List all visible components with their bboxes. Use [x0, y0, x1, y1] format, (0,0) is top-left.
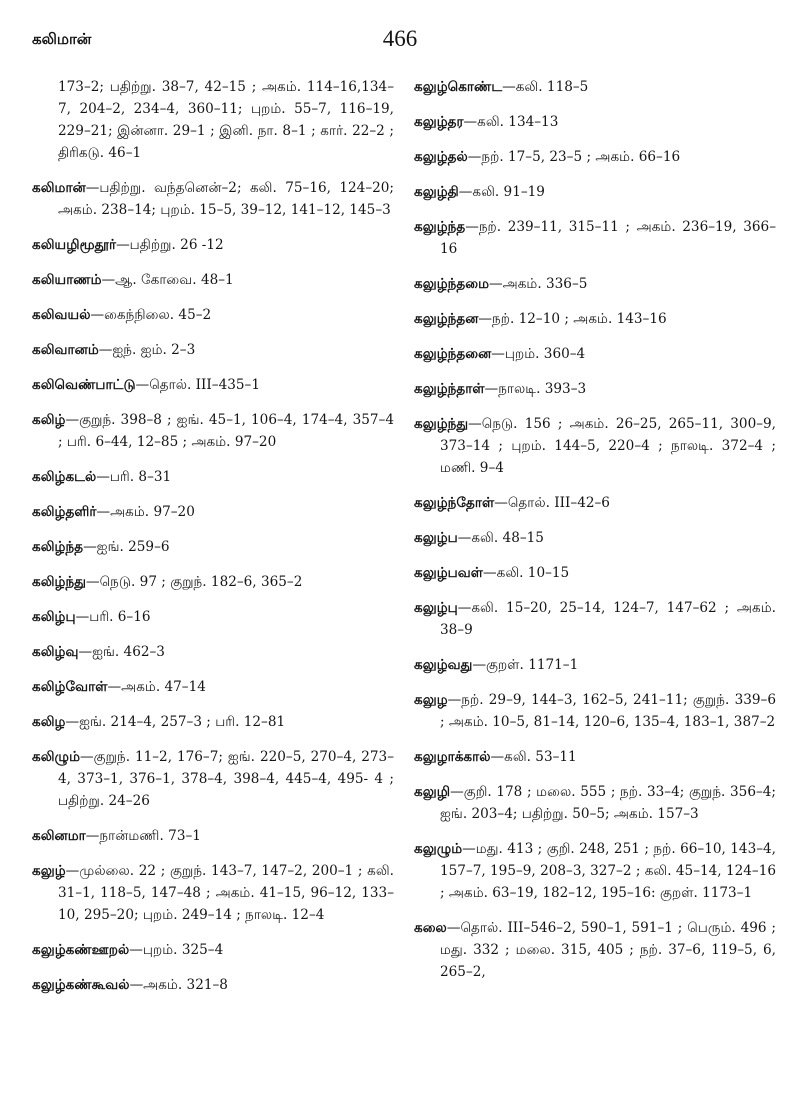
index-entry [32, 860, 394, 926]
index-entry [414, 689, 776, 733]
entry-references: —புறம். 325–4 [129, 942, 224, 958]
entry-references: —கைந்நிலை. 45–2 [90, 307, 212, 323]
entry-references: —குறுந். 398–8 ; ஐங். 45–1, 106–4, 174–4, 357–4 ; பரி. 6–44, 12–85 ; அகம். 97–20 [58, 412, 394, 450]
entry-references: —நான்மணி. 73–1 [85, 828, 201, 844]
index-entry [32, 269, 394, 291]
entry-headword: கலிவெண்பாட்டு [32, 377, 136, 393]
entry-headword: கலுழ்தி [414, 184, 459, 200]
index-entry [414, 562, 776, 584]
entry-headword: கலுழ்கண்ஊறல் [32, 942, 130, 958]
entry-headword: கலிழ்தளிர் [32, 504, 97, 520]
entry-references: —நாலடி. 393–3 [484, 381, 587, 397]
index-entry [32, 374, 394, 396]
entry-references: —தொல். III–546–2, 590–1, 591–1 ; பெரும். 496 ; மது. 332 ; மலை. 315, 405 ; நற். 37–6, 119–5, 6, 265–2, [440, 920, 776, 980]
entry-references: —கலி. 10–15 [483, 565, 570, 581]
index-entry [414, 492, 776, 514]
entry-references: —ஐங். 462–3 [78, 644, 165, 660]
entry-references: —ஐந். ஐம். 2–3 [98, 342, 196, 358]
index-entry [32, 676, 394, 698]
left-column [32, 76, 394, 1086]
entry-references: —பரி. 6–16 [75, 609, 151, 625]
index-entry [414, 654, 776, 676]
index-entry [414, 273, 776, 295]
index-entry [32, 76, 394, 164]
entry-headword: கலுழ்ந்தாள் [414, 381, 485, 397]
index-entry [414, 413, 776, 479]
index-entry [414, 343, 776, 365]
entry-references: —கலி. 53–11 [490, 749, 577, 765]
index-entry [414, 146, 776, 168]
entry-references: 173–2; பதிற்று. 38–7, 42–15 ; அகம். 114–16,134–7, 204–2, 234–4, 360–11; புறம். 55–7, 116–19, 229–21; இன்னா. 29–1 ; இனி. நா. 8–1 ; கார். 22–2 ; திரிகடு. 46–1 [58, 79, 394, 161]
entry-references: —ஐங். 214–4, 257–3 ; பரி. 12–81 [65, 714, 286, 730]
entry-references: —புறம். 360–4 [491, 346, 586, 362]
entry-headword: கலுழாக்கால் [414, 749, 491, 765]
entry-references: —அகம். 47–14 [107, 679, 206, 695]
index-entry [32, 641, 394, 663]
index-entry [414, 181, 776, 203]
entry-headword: கலிமான் [32, 180, 86, 196]
entry-headword: கலிழ்ந்த [32, 539, 84, 555]
entry-references: —நெடு. 156 ; அகம். 26–25, 265–11, 300–9, 373–14 ; புறம். 144–5, 220–4 ; நாலடி. 372–4 ; மணி. 9–4 [440, 416, 776, 476]
entry-headword: கலுழ்வது [414, 657, 473, 673]
index-entry [414, 216, 776, 260]
entry-references: —நற். 29–9, 144–3, 162–5, 241–11; குறுந். 339–6 ; அகம். 10–5, 81–14, 120–6, 135–4, 183–1, 387–2 [440, 692, 776, 730]
entry-references: —கலி. 91–19 [458, 184, 545, 200]
entry-headword: கலுழ்ந்தன [414, 311, 479, 327]
right-column [414, 76, 776, 1086]
entry-references: —முல்லை. 22 ; குறுந். 143–7, 147–2, 200–1 ; கலி. 31–1, 118–5, 147–48 ; அகம். 41–15, 96–12, 133–10, 295–20; புறம். 249–14 ; நாலடி. 12–4 [58, 863, 394, 923]
entry-references: —நற். 12–10 ; அகம். 143–16 [478, 311, 667, 327]
entry-headword: கலுழ்ந்தனை [414, 346, 492, 362]
index-entry [414, 527, 776, 549]
entry-headword: கலிவயல் [32, 307, 91, 323]
entry-headword: கலிழ்வு [32, 644, 79, 660]
entry-references: —குறி. 178 ; மலை. 555 ; நற். 33–4; குறுந். 356–4; ஐங். 203–4; பதிற்று. 50–5; அகம். 157–3 [440, 784, 776, 822]
entry-headword: கலிழும் [32, 749, 81, 765]
entry-headword: கலினமா [32, 828, 86, 844]
index-entry [32, 825, 394, 847]
entry-references: —அகம். 321–8 [129, 977, 228, 993]
entry-headword: கலுழ்தர [414, 114, 464, 130]
entry-headword: கலியாணம் [32, 272, 102, 288]
entry-references: —நெடு. 97 ; குறுந். 182–6, 365–2 [86, 574, 303, 590]
index-entry [414, 838, 776, 904]
entry-references: —கலி. 118–5 [502, 79, 589, 95]
entry-headword: கலுழ்தல் [414, 149, 468, 165]
entry-headword: கலுழ [414, 692, 448, 708]
index-columns [32, 76, 776, 1086]
entry-headword: கலிவானம் [32, 342, 99, 358]
entry-headword: கலுழ்ப [414, 530, 458, 546]
index-entry [414, 597, 776, 641]
entry-headword: கலிழ்கடல் [32, 469, 97, 485]
index-entry [414, 308, 776, 330]
entry-references: —தொல். III–435–1 [135, 377, 260, 393]
index-entry [32, 571, 394, 593]
entry-headword: கலுழ்பவள் [414, 565, 484, 581]
index-entry [414, 76, 776, 98]
entry-headword: கலுழ்ந்தோள் [414, 495, 495, 511]
index-entry [32, 177, 394, 221]
index-entry [414, 378, 776, 400]
index-entry [32, 234, 394, 256]
entry-headword: கலுழ்ந்தமை [414, 276, 490, 292]
entry-headword: கலை [414, 920, 447, 936]
index-entry [32, 606, 394, 628]
entry-headword: கலிழ் [32, 412, 66, 428]
index-entry [32, 746, 394, 812]
index-entry [32, 339, 394, 361]
index-entry [32, 711, 394, 733]
index-entry [32, 974, 394, 996]
index-entry [32, 536, 394, 558]
index-entry [32, 939, 394, 961]
entry-references: —பதிற்று. 26 -12 [116, 237, 224, 253]
index-entry [414, 917, 776, 983]
page-number: 466 [382, 26, 418, 51]
entry-references: —ஆ. கோவை. 48–1 [101, 272, 234, 288]
index-entry [414, 746, 776, 768]
entry-references: —கலி. 48–15 [457, 530, 544, 546]
index-entry [32, 304, 394, 326]
entry-headword: கலுழி [414, 784, 451, 800]
entry-references: —கலி. 15–20, 25–14, 124–7, 147–62 ; அகம். 38–9 [440, 600, 776, 638]
entry-headword: கலுழ் [32, 863, 66, 879]
entry-references: —கலி. 134–13 [463, 114, 559, 130]
entry-references: —குறள். 1171–1 [472, 657, 579, 673]
entry-references: —ஐங். 259–6 [83, 539, 170, 555]
entry-references: —மது. 413 ; குறி. 248, 251 ; நற். 66–10, 143–4, 157–7, 195–9, 208–3, 327–2 ; கலி. 45–14, 124–16 ; அகம். 63–19, 182–12, 195–16: குறள். 1173–1 [440, 841, 776, 901]
running-head: கலிமான் [32, 30, 92, 48]
entry-headword: கலுழ்கண்கூவல் [32, 977, 130, 993]
entry-headword: கலுழ்கொண்ட [414, 79, 503, 95]
entry-headword: கலிழ்வோள் [32, 679, 108, 695]
entry-headword: கலுழ்ந்த [414, 219, 466, 235]
entry-references: —பரி. 8–31 [96, 469, 172, 485]
entry-headword: கலுழ்பு [414, 600, 458, 616]
index-entry [414, 781, 776, 825]
entry-references: —தொல். III–42–6 [494, 495, 610, 511]
entry-headword: கலியழிமூதூர் [32, 237, 117, 253]
entry-headword: கலிழ்ந்து [32, 574, 86, 590]
entry-references: —பதிற்று. வந்தனென்–2; கலி. 75–16, 124–20; அகம். 238–14; புறம். 15–5, 39–12, 141–12, 145–3 [58, 180, 394, 218]
entry-references: —அகம். 97–20 [96, 504, 195, 520]
index-entry [32, 466, 394, 488]
index-entry [414, 111, 776, 133]
entry-references: —நற். 17–5, 23–5 ; அகம். 66–16 [467, 149, 681, 165]
entry-headword: கலிழ [32, 714, 66, 730]
entry-references: —அகம். 336–5 [489, 276, 588, 292]
entry-headword: கலுழ்ந்து [414, 416, 469, 432]
index-entry [32, 409, 394, 453]
entry-references: —குறுந். 11–2, 176–7; ஐங். 220–5, 270–4, 273–4, 373–1, 376–1, 378–4, 398–4, 445–4, 495- 4 ; பதிற்று. 24–26 [58, 749, 394, 809]
index-entry [32, 501, 394, 523]
entry-headword: கலுழும் [414, 841, 463, 857]
entry-headword: கலிழ்பு [32, 609, 76, 625]
entry-references: —நற். 239–11, 315–11 ; அகம். 236–19, 366–16 [440, 219, 776, 257]
